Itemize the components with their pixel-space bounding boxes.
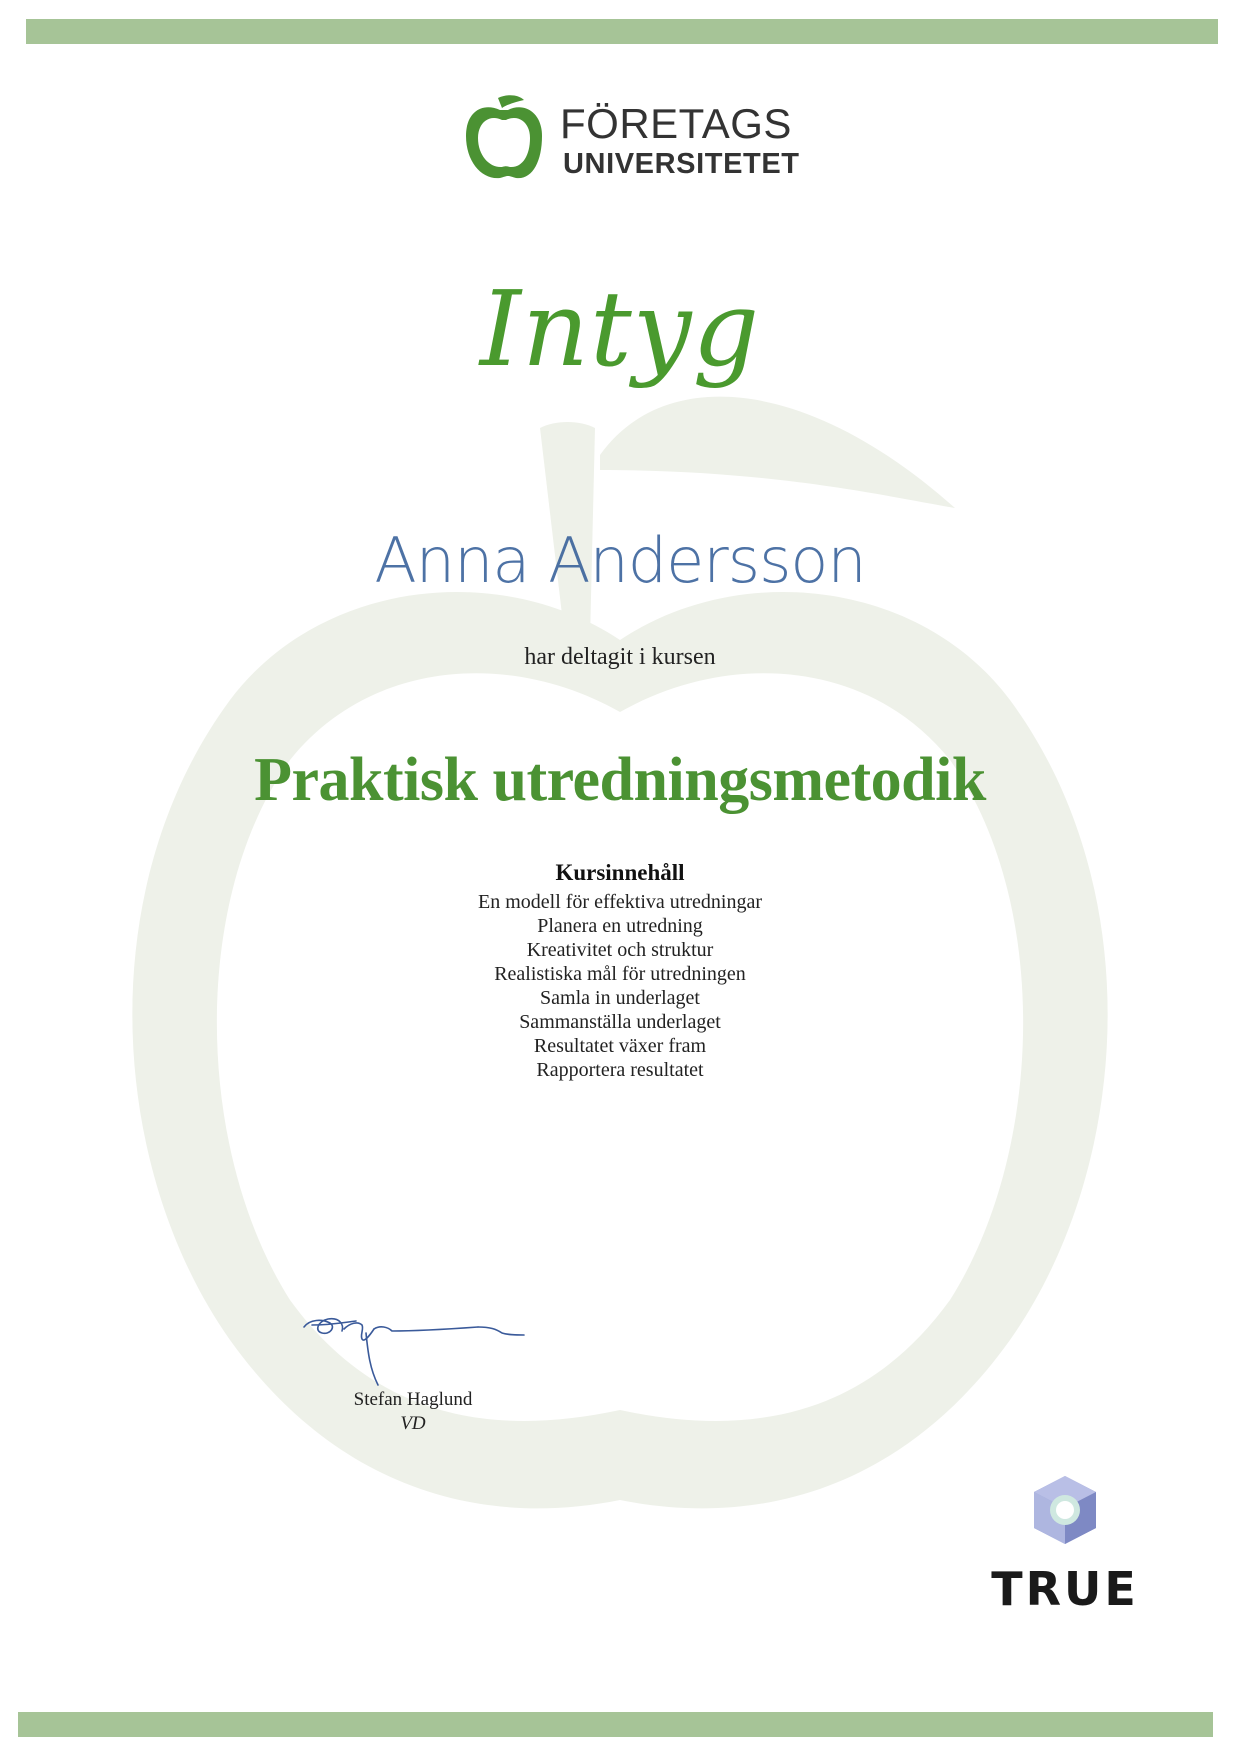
course-contents-list <box>0 890 1240 1082</box>
participation-statement: har deltagit i kursen <box>524 644 716 670</box>
certificate-heading: Intyg <box>479 268 761 390</box>
list-item: Kreativitet och struktur <box>526 939 714 961</box>
cube-icon <box>990 1470 1140 1560</box>
signatory-title: VD <box>400 1413 426 1434</box>
list-item: Planera en utredning <box>537 915 703 937</box>
list-item: Resultatet växer fram <box>533 1035 707 1057</box>
handwritten-signature <box>300 1305 530 1391</box>
list-item: Samla in underlaget <box>540 987 700 1009</box>
logo-text-line1: FÖRETAGS <box>560 100 792 147</box>
logo-text-line2: UNIVERSITETET <box>563 148 800 180</box>
bottom-decorative-bar <box>18 1712 1213 1737</box>
true-logo-text: TRUE <box>991 1562 1139 1616</box>
list-item: Sammanställa underlaget <box>519 1011 721 1033</box>
list-item: Rapportera resultatet <box>536 1059 704 1081</box>
signatory-name: Stefan Haglund <box>353 1389 473 1410</box>
list-item: En modell för effektiva utredningar <box>478 891 762 913</box>
participant-name: Anna Andersson <box>374 524 866 597</box>
apple-icon <box>462 92 544 184</box>
course-contents-heading: Kursinnehåll <box>555 860 685 885</box>
course-title: Praktisk utredningsmetodik <box>254 746 986 814</box>
course-contents <box>0 860 1240 1082</box>
true-logo <box>990 1470 1140 1616</box>
list-item: Realistiska mål för utredningen <box>494 963 746 985</box>
foretagsuniversitetet-logo <box>462 92 800 184</box>
